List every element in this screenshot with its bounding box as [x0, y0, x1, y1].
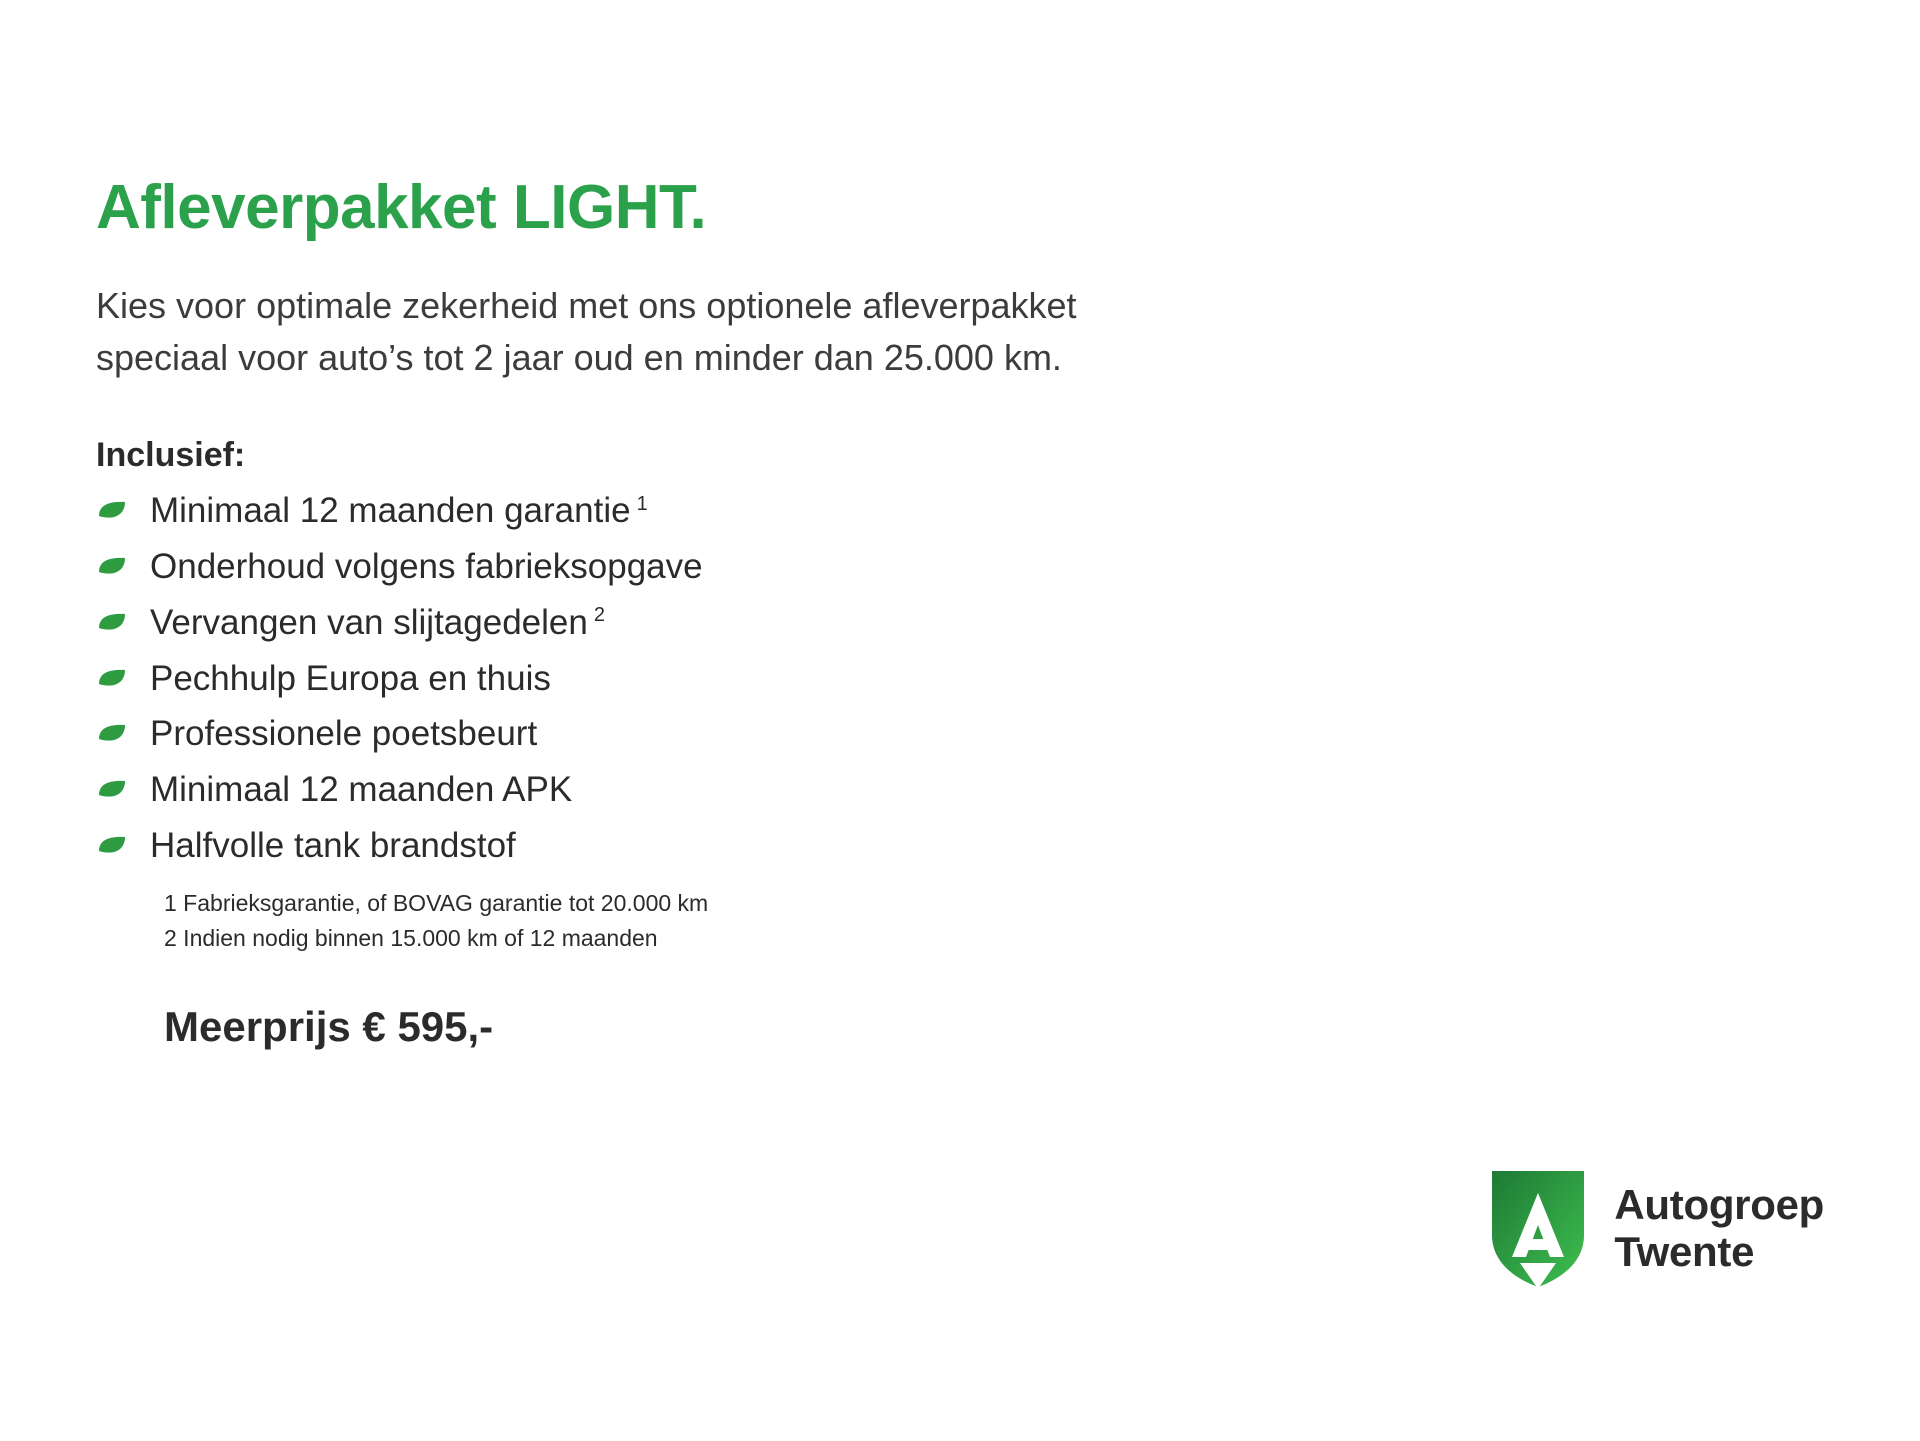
list-item: [96, 768, 1920, 812]
leaf-bullet-icon: [96, 668, 128, 690]
brand-name-line-1: Autogroep: [1614, 1180, 1824, 1228]
feature-label: Minimaal 12 maanden garantie $^1$: [150, 491, 648, 531]
feature-label: Professionele poetsbeurt: [150, 714, 538, 754]
price-label: Meerprijs € 595,-: [164, 1003, 494, 1050]
list-item: [96, 545, 1920, 589]
feature-footnote-marker: 2: [593, 604, 605, 627]
feature-label: Minimaal 12 maanden APK: [150, 770, 573, 810]
shield-logo-icon: [1486, 1165, 1590, 1291]
feature-footnote-marker: 1: [636, 492, 648, 515]
feature-list: [96, 489, 1920, 867]
leaf-bullet-icon: [96, 723, 128, 745]
included-label: Inclusief:: [96, 436, 246, 475]
list-item: [96, 489, 1920, 533]
leaf-bullet-icon: [96, 612, 128, 634]
leaf-bullet-icon: [96, 556, 128, 578]
feature-label: Onderhoud volgens fabrieksopgave: [150, 547, 703, 587]
leaf-bullet-icon: [96, 779, 128, 801]
brand-name: [1614, 1181, 1824, 1275]
footnotes: [164, 886, 1920, 957]
feature-label: Vervangen van slijtagedelen $^2$: [150, 602, 605, 642]
feature-label: Pechhulp Europa en thuis: [150, 658, 551, 698]
list-item: [96, 824, 1920, 868]
intro-paragraph: [96, 280, 1546, 384]
page-title: Afleverpakket LIGHT.: [96, 173, 707, 242]
footnote-2: 2 Indien nodig binnen 15.000 km of 12 maanden: [164, 925, 658, 952]
intro-line-1: Kies voor optimale zekerheid met ons optionele afleverpakket: [96, 285, 1077, 327]
list-item: [96, 712, 1920, 756]
leaf-bullet-icon: [96, 835, 128, 857]
brand-name-line-2: Twente: [1614, 1228, 1755, 1275]
footnote-1: 1 Fabrieksgarantie, of BOVAG garantie tot 20.000 km: [164, 889, 709, 916]
list-item: [96, 601, 1920, 645]
brand-logo: [1486, 1165, 1824, 1291]
leaf-bullet-icon: [96, 500, 128, 522]
intro-line-2: speciaal voor auto’s tot 2 jaar oud en minder dan 25.000 km.: [96, 337, 1062, 379]
feature-label: Halfvolle tank brandstof: [150, 825, 516, 865]
list-item: [96, 657, 1920, 701]
